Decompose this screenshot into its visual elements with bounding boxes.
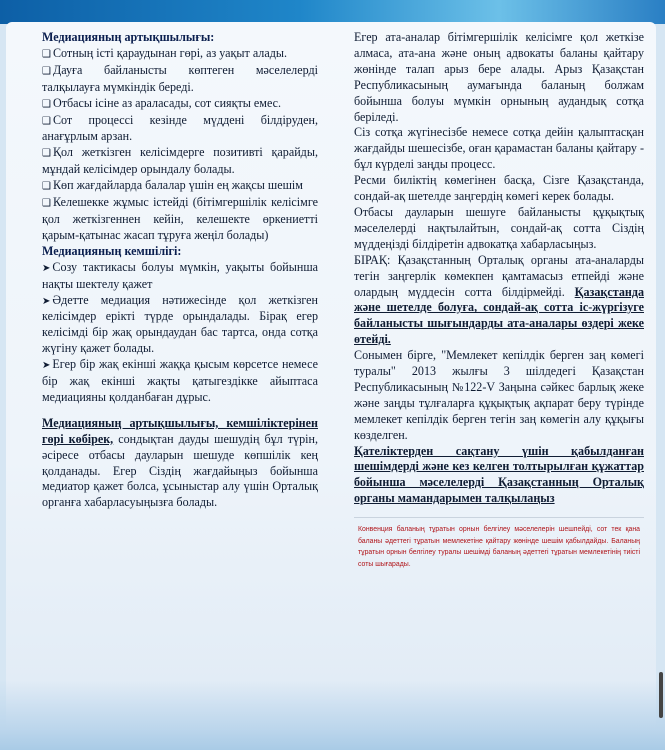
convention-note: Конвенция баланың тұратын орнын белгілеу мәселелерін шешпейді, сот тек қана баланы әдеттегі тұратын мемлекетіне қайтару жөнінде шешім қабылдайды. Баланың тұратын орнын белгілеу туралы шешімді баланың әдеттегі тұратын мемлекетінің тиісті соты шығарады. xyxy=(354,517,644,576)
paragraph-contact-lawyer: Отбасы дауларын шешуге байланысты құқықтық мәселелерді нақтылайтын, сондай-ақ сотта Сіздің мүддеңізді білдіретін адвокатқа хабарласыңыз. xyxy=(354,204,644,251)
checkbox-icon: ❑ xyxy=(42,48,51,60)
right-column xyxy=(354,30,644,577)
paragraph-warning: Қателіктерден сақтану үшін қабылданған шешімдерді және кез келген толтырылған құжаттар бойынша мәселелерді Қазақстанның Орталық органы мамандарымен талқылаңыз xyxy=(354,443,644,506)
paragraph-however: БІРАҚ: Қазақстанның Орталық органы ата-аналарды тегін заңгерлік көмекпен қамтамасыз етпейді және олардың мүддесін сотта білдірмейді. Қазақстанда және шетелде болуға, сондай-ақ сотта іс-жүргізуге байланысты шығындарды ата-аналары өздері жеке өтейді. xyxy=(354,252,644,347)
paragraph-law-reference: Сонымен бірге, "Мемлекет кепілдік берген заң көмегі туралы" 2013 жылғы 3 шілдедегі Қазақстан Республикасының №122-V Заңына сәйкес барлық жеке және заңды тұлғаларға құқықтық ақпарат беру түрінде мемлекет кепілдік берген тегін заң көмегін алу құқығы көзделген. xyxy=(354,348,644,442)
left-column xyxy=(42,30,318,511)
advantage-item: ❑ Келешекке жұмыс істейді (бітімгершілік келісімге қол жеткізгеннен кейін, келешекте өркениетті қарым-қатынас жасап тұруға жеңіл болады) xyxy=(42,195,318,242)
advantage-item: ❑ Қол жеткізген келісімдерге позитивті қарайды, мұндай келісімдер орындалу болады. xyxy=(42,145,318,177)
advantage-item: ❑ Сот процессі кезінде мүддені білдіруден, анағұрлым арзан. xyxy=(42,112,318,144)
scrollbar-thumb[interactable] xyxy=(659,672,663,718)
paragraph-lawyer-help: Ресми биліктің көмегінен басқа, Сізге Қазақстанда, сондай-ақ шетелде заңгердің көмегі керек болады. xyxy=(354,173,644,204)
summary-lead: Медиацияның артықшылығы, кемшіліктерінен гөрі көбірек, xyxy=(42,415,318,446)
brochure-page xyxy=(6,22,656,744)
checkbox-icon: ❑ xyxy=(42,198,51,210)
checkbox-icon: ❑ xyxy=(42,181,51,193)
checkbox-icon: ❑ xyxy=(42,115,51,127)
checkbox-icon: ❑ xyxy=(42,98,51,110)
checkbox-icon: ❑ xyxy=(42,65,51,77)
arrow-icon: ➤ xyxy=(42,295,51,307)
advantage-item: ❑ Отбасы ісіне аз араласады, сот сияқты емес. xyxy=(42,95,282,110)
summary-paragraph xyxy=(42,416,318,511)
paragraph-court-claim: Егер ата-аналар бітімгершілік келісімге қол жеткізе алмаса, ата-ана және оның адвокаты баланы қайтару жөнінде талап арыз бере алады. Арыз Қазақстан Республикасының аумағында баланың болжам бойынша болуы мүмкін орнының аудандық сотқа беріледі. xyxy=(354,30,644,124)
advantage-item: ❑ Дауға байланысты көптеген мәселелерді талқылауға мүмкіндік береді. xyxy=(42,62,318,94)
advantage-item: ❑ Көп жағдайларда балалар үшін ең жақсы шешім xyxy=(42,178,303,193)
disadvantage-item: ➤ Созу тактикасы болуы мүмкін, уақыты бойынша нақты шектелу қажет xyxy=(42,259,318,291)
arrow-icon: ➤ xyxy=(42,360,51,372)
disadvantages-heading: Медиацияның кемшілігі: xyxy=(42,243,182,258)
summary-text: сондықтан дауды шешудің бұл түрін, әсіресе отбасы дауларын шешуде көпшілік кең қолданады. Егер Сіздің жағдайыңыз бойынша медиатор қажет болса, ұсыныстар алу үшін Орталық органға хабарласуыңызға болады. xyxy=(42,431,319,510)
disadvantage-item: ➤ Егер бір жақ екінші жаққа қысым көрсетсе немесе бір жақ екінші жақты қатыгездікке айыптаса медиацияны қолданбаған дұрыс. xyxy=(42,357,318,404)
advantages-heading: Медиацияның артықшылығы: xyxy=(42,30,215,44)
arrow-icon: ➤ xyxy=(42,262,51,274)
spacer xyxy=(42,406,318,416)
costs-notice: Қазақстанда және шетелде болуға, сондай-ақ сотта іс-жүргізуге байланысты шығындарды ата-аналары өздері жеке өтейді. xyxy=(354,284,644,347)
paragraph-legal-process: Сіз сотқа жүгінесізбе немесе сотқа дейін қалыптасқан жағдайды шешесізбе, оған қарамастан баланы қайтару - бұл күрделі заңды процесс. xyxy=(354,125,644,172)
disadvantage-item: ➤ Әдетте медиация нәтижесінде қол жеткізген келісімдер ерікті түрде орындалады. Бірақ егер келісімді бір жақ орындаудан бас тартса, онда сотқа жүгіну қажет болады. xyxy=(42,292,318,356)
checkbox-icon: ❑ xyxy=(42,148,51,160)
advantage-item: ❑ Сотның істі қараудынан гөрі, аз уақыт алады. xyxy=(42,45,288,60)
top-banner xyxy=(0,0,665,24)
